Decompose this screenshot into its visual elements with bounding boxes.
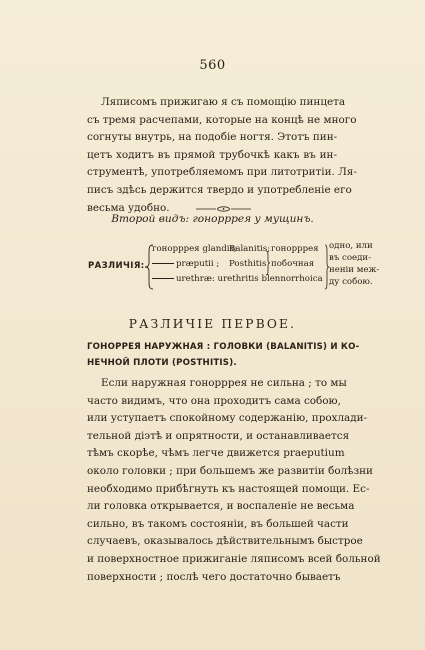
- dash-icon: [152, 278, 174, 279]
- text-line: Если наружная гонорррея не сильна ; то мы: [101, 377, 347, 389]
- subtitle-second-kind: Второй видъ: гонорррея у мущинъ.: [111, 213, 314, 225]
- section-heading: [87, 340, 360, 371]
- text-line: съ тремя расчепами, которые на концѣ не много: [87, 113, 357, 126]
- table-cell: гонорррея glandis;: [152, 244, 237, 254]
- table-cell: побочная: [271, 259, 315, 269]
- table-cell: гонорррея: [271, 244, 319, 254]
- text-line: тѣмъ скорѣе, чѣмъ легче движется praeputium: [87, 447, 345, 460]
- section-title: РАЗЛИЧІЕ ПЕРВОЕ.: [128, 317, 297, 331]
- heading-line: НЕЧНОЙ ПЛОТИ (POSTHITIS).: [87, 357, 237, 368]
- heading-line: ГОНОРРЕЯ НАРУЖНАЯ : ГОЛОВКИ (BALANITIS) И КО-: [87, 342, 360, 352]
- table-note: одно, или: [329, 241, 373, 251]
- text-line: поверхности ; послѣ чего достаточно бываетъ: [87, 570, 341, 583]
- text-line: случаевъ, оказывалось дѣйствительнымъ быстрое: [87, 535, 363, 548]
- text-line: и поверхностное прижиганіе ляписомъ всей больной: [87, 552, 381, 565]
- text-line: или уступаетъ спокойному содержанію, прохлади-: [87, 412, 368, 425]
- table-label: РАЗЛИЧІЯ:: [88, 261, 145, 271]
- paragraph-treatment: [87, 375, 381, 586]
- table-note: ду собою.: [329, 277, 373, 287]
- table-cell-text: præputii ;: [176, 259, 220, 269]
- table-cell: [152, 274, 323, 284]
- paragraph-lapis: [87, 94, 357, 217]
- table-cell: Balanitis;: [229, 244, 271, 254]
- text-line: весьма удобно.: [87, 201, 170, 214]
- text-line: согнуты внутрь, на подобіе ногтя. Этотъ пин-: [87, 131, 338, 144]
- page-number: 560: [199, 58, 226, 73]
- text-line: сильно, въ такомъ состояніи, въ большей части: [87, 517, 349, 530]
- text-line: тельной діэтѣ и опрятности, и останавливается: [87, 429, 350, 442]
- table-cell-text: urethræ: urethritis blennorrhoica: [176, 274, 323, 284]
- text-line: Ляписомъ прижигаю я съ помощію пинцета: [101, 96, 346, 108]
- text-line: писъ здѣсь держится твердо и употребленіе его: [87, 183, 352, 196]
- table-cell: Posthitis: [229, 259, 267, 269]
- text-line: часто видимъ, что она проходитъ сама собою,: [87, 394, 341, 407]
- text-line: около головки ; при большемъ же развитіи болѣзни: [87, 464, 373, 477]
- text-line: ли головка открывается, и воспаленіе не весьма: [87, 500, 355, 513]
- text-line: цетъ ходитъ въ прямой трубочкѣ какъ въ ин-: [87, 148, 337, 161]
- text-line: необходимо прибѣгнуть къ настоящей помощи. Ес-: [87, 482, 370, 495]
- dash-icon: [152, 263, 174, 264]
- table-cell: [152, 259, 219, 269]
- table-note: въ соеди-: [329, 253, 372, 263]
- table-note: неніи меж-: [329, 265, 380, 275]
- ornament-divider: [196, 206, 251, 212]
- text-line: струментѣ, употребляемомъ при литотритіи. Ля-: [87, 166, 357, 179]
